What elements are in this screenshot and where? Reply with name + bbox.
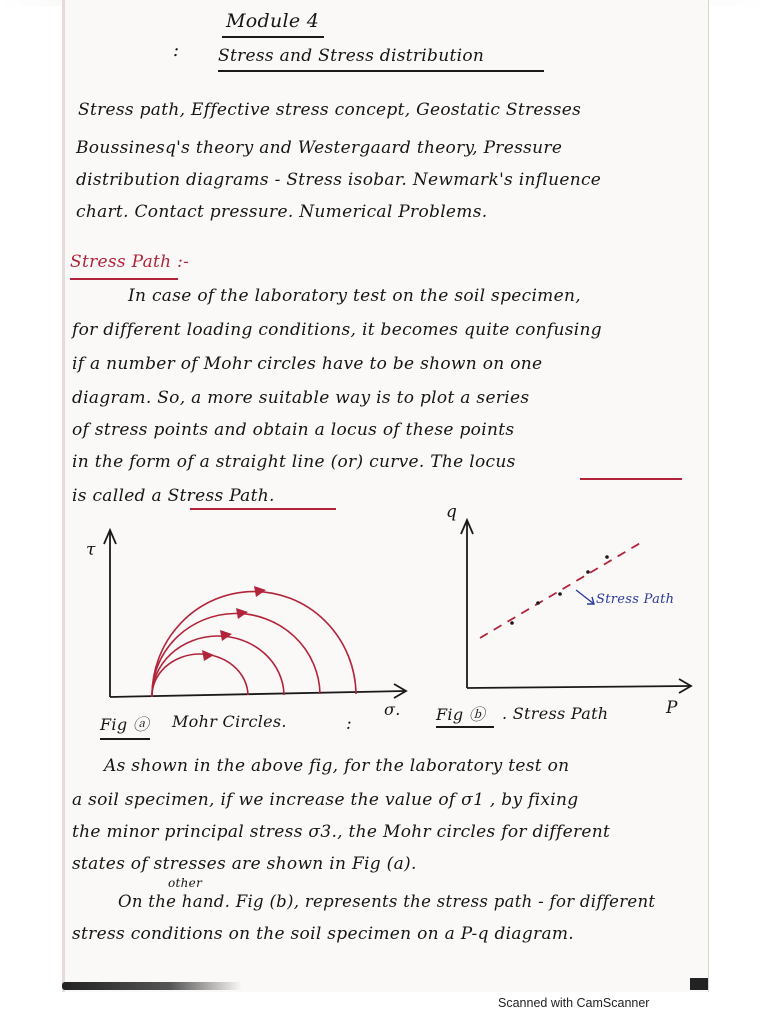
inserted-word: other	[168, 876, 203, 890]
fig-a-caption-underline	[100, 738, 150, 740]
stress-points	[510, 555, 609, 625]
fig-b-caption-label: Fig ⓑ	[436, 705, 486, 724]
fig-a-mohr-circles	[152, 592, 356, 697]
fig-a-arrowheads	[202, 586, 266, 661]
fig-b-annotation: Stress Path	[596, 592, 675, 607]
fig-b-y-label: q	[446, 502, 458, 522]
paragraph-line-5: of stress points and obtain a locus of these points	[72, 420, 515, 440]
stress-path-line	[480, 542, 642, 638]
module-title: Module 4	[226, 10, 320, 32]
figures-colon: :	[346, 714, 353, 734]
syllabus-line-3: distribution diagrams - Stress isobar. Newmark's influence	[76, 170, 602, 190]
syllabus-line-2: Boussinesq's theory and Westergaard theory, Pressure	[76, 138, 563, 158]
page-corner-mark	[690, 978, 708, 990]
section-heading: Stress Path :-	[70, 252, 190, 272]
fig-a-axes	[104, 530, 406, 698]
explanation-line-6: stress conditions on the soil specimen on a P-q diagram.	[72, 924, 575, 944]
fig-a-y-label: τ	[86, 540, 96, 560]
paragraph-line-1: In case of the laboratory test on the soil specimen,	[128, 286, 581, 306]
syllabus-line-1: Stress path, Effective stress concept, Geostatic Stresses	[78, 100, 582, 120]
header-colon: :	[173, 40, 180, 61]
paragraph-line-2: for different loading conditions, it becomes quite confusing	[72, 320, 602, 340]
paragraph-line-4: diagram. So, a more suitable way is to plot a series	[72, 388, 530, 408]
stress-path-pointer	[576, 590, 594, 604]
explanation-line-5: On the hand. Fig (b), represents the stress path - for different	[118, 892, 656, 911]
fig-b-caption-underline	[436, 726, 494, 728]
paragraph-line-3: if a number of Mohr circles have to be shown on one	[72, 354, 543, 374]
fig-a-caption-label: Fig ⓐ	[100, 715, 150, 734]
explanation-line-2: a soil specimen, if we increase the value of σ1 , by fixing	[72, 790, 579, 810]
explanation-line-3: the minor principal stress σ3., the Mohr circles for different	[72, 822, 611, 842]
explanation-line-1: As shown in the above fig, for the laboratory test on	[104, 756, 570, 776]
fig-b-x-label: P	[666, 698, 678, 718]
paragraph-line-7: is called a Stress Path.	[72, 486, 275, 506]
fig-b-caption-text: . Stress Path	[502, 704, 609, 723]
fig-a-x-label: σ.	[384, 700, 401, 719]
syllabus-line-4: chart. Contact pressure. Numerical Problems.	[76, 202, 488, 222]
paragraph-line-6: in the form of a straight line (or) curve. The locus	[72, 452, 516, 472]
fig-a-caption-text: Mohr Circles.	[172, 712, 287, 731]
page-bottom-edge	[62, 982, 242, 990]
explanation-line-4: states of stresses are shown in Fig (a).	[72, 854, 417, 874]
scanner-watermark: Scanned with CamScanner	[498, 996, 650, 1010]
module-subtitle: Stress and Stress distribution	[218, 46, 485, 66]
